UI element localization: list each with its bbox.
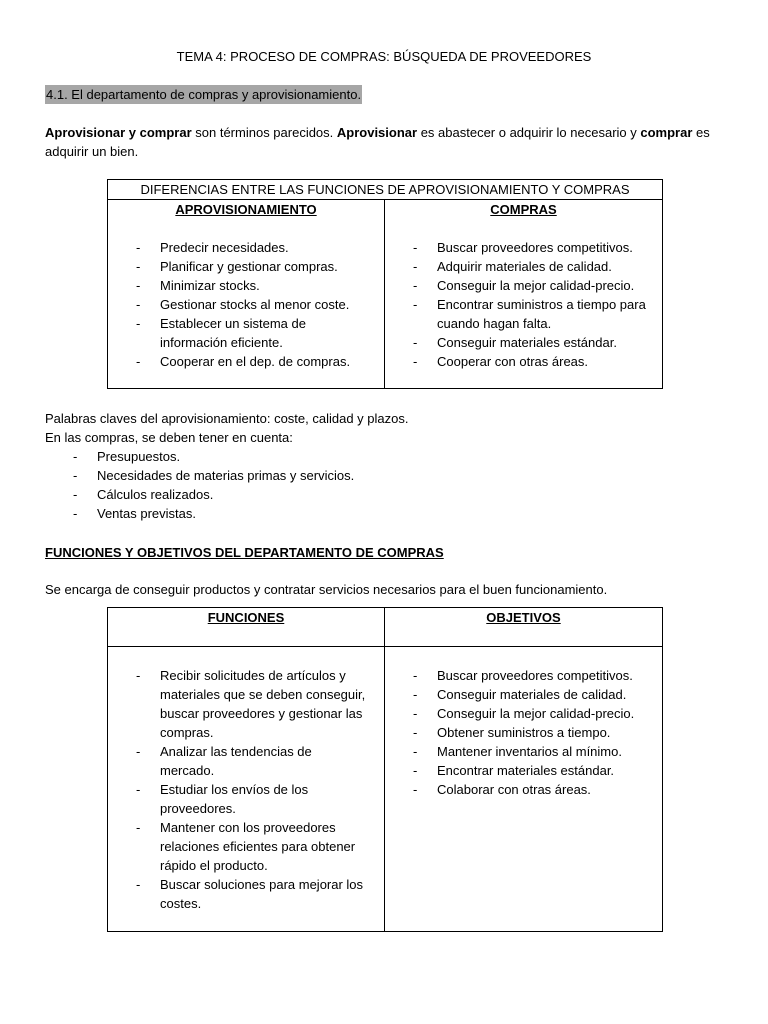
intro-text-2: es abastecer o adquirir lo necesario y — [417, 125, 641, 140]
list-item: - Ventas previstas. — [45, 504, 354, 523]
list-item: - Analizar las tendencias de mercado. — [108, 742, 384, 780]
section2-title: FUNCIONES Y OBJETIVOS DEL DEPARTAMENTO DE COMPRAS — [45, 545, 444, 560]
list-item: - Cooperar con otras áreas. — [385, 352, 662, 371]
purchases-list — [45, 447, 354, 523]
list-item: - Buscar proveedores competitivos. — [385, 666, 662, 685]
list-item: - Conseguir la mejor calidad-precio. — [385, 276, 662, 295]
list-item: - Presupuestos. — [45, 447, 354, 466]
list-item: - Mantener con los proveedores relaciones eficientes para obtener rápido el producto. — [108, 818, 384, 875]
list-item: - Buscar soluciones para mejorar los costes. — [108, 875, 384, 913]
list-item: - Conseguir materiales estándar. — [385, 333, 662, 352]
aprovisionamiento-cell — [108, 200, 385, 389]
list-item: - Colaborar con otras áreas. — [385, 780, 662, 799]
list-item: - Cálculos realizados. — [45, 485, 354, 504]
list-item: - Gestionar stocks al menor coste. — [108, 295, 384, 314]
intro-bold-1: Aprovisionar y comprar — [45, 125, 192, 140]
intro-text-3: es adquirir un bien. — [45, 125, 710, 159]
objetivos-header-cell — [385, 608, 663, 647]
section-heading: 4.1. El departamento de compras y aprovisionamiento. — [46, 87, 362, 102]
objetivos-header: OBJETIVOS — [486, 610, 561, 625]
list-item: - Predecir necesidades. — [108, 238, 384, 257]
aprovisionamiento-list — [108, 238, 384, 371]
intro-bold-2: Aprovisionar — [336, 125, 418, 140]
intro-paragraph — [45, 123, 735, 161]
keywords-paragraph — [45, 409, 735, 447]
list-item: - Cooperar en el dep. de compras. — [108, 352, 384, 371]
list-item: - Conseguir la mejor calidad-precio. — [385, 704, 662, 723]
funciones-header: FUNCIONES — [207, 610, 285, 625]
list-item: - Minimizar stocks. — [108, 276, 384, 295]
aprovisionamiento-header: APROVISIONAMIENTO — [175, 202, 317, 217]
compras-header: COMPRAS — [490, 202, 557, 217]
list-item: - Encontrar materiales estándar. — [385, 761, 662, 780]
differences-table-caption: DIFERENCIAS ENTRE LAS FUNCIONES DE APROVISIONAMIENTO Y COMPRAS — [108, 180, 663, 200]
section2-description: Se encarga de conseguir productos y contratar servicios necesarios para el buen funcionamiento. — [45, 582, 608, 597]
objetivos-cell — [385, 647, 663, 932]
funciones-list — [108, 666, 384, 913]
list-item: - Estudiar los envíos de los proveedores. — [108, 780, 384, 818]
list-item: - Obtener suministros a tiempo. — [385, 723, 662, 742]
list-item: - Mantener inventarios al mínimo. — [385, 742, 662, 761]
purchases-intro: En las compras, se deben tener en cuenta: — [45, 430, 293, 445]
list-item: - Establecer un sistema de información eficiente. — [108, 314, 384, 352]
keywords-line: Palabras claves del aprovisionamiento: coste, calidad y plazos. — [45, 411, 409, 426]
functions-objectives-table — [107, 607, 663, 932]
compras-list — [385, 238, 662, 371]
intro-bold-3: comprar — [640, 125, 693, 140]
list-item: - Buscar proveedores competitivos. — [385, 238, 662, 257]
list-item: - Conseguir materiales de calidad. — [385, 685, 662, 704]
differences-table — [107, 179, 663, 389]
funciones-header-cell — [108, 608, 385, 647]
list-item: - Recibir solicitudes de artículos y materiales que se deben conseguir, buscar proveedores y gestionar las compras. — [108, 666, 384, 742]
objetivos-list — [385, 666, 662, 799]
compras-cell — [385, 200, 663, 389]
list-item: - Necesidades de materias primas y servicios. — [45, 466, 354, 485]
funciones-cell — [108, 647, 385, 932]
intro-text-1: son términos parecidos. — [191, 125, 337, 140]
document-title: TEMA 4: PROCESO DE COMPRAS: BÚSQUEDA DE PROVEEDORES — [176, 49, 592, 64]
list-item: - Adquirir materiales de calidad. — [385, 257, 662, 276]
list-item: - Encontrar suministros a tiempo para cuando hagan falta. — [385, 295, 662, 333]
list-item: - Planificar y gestionar compras. — [108, 257, 384, 276]
